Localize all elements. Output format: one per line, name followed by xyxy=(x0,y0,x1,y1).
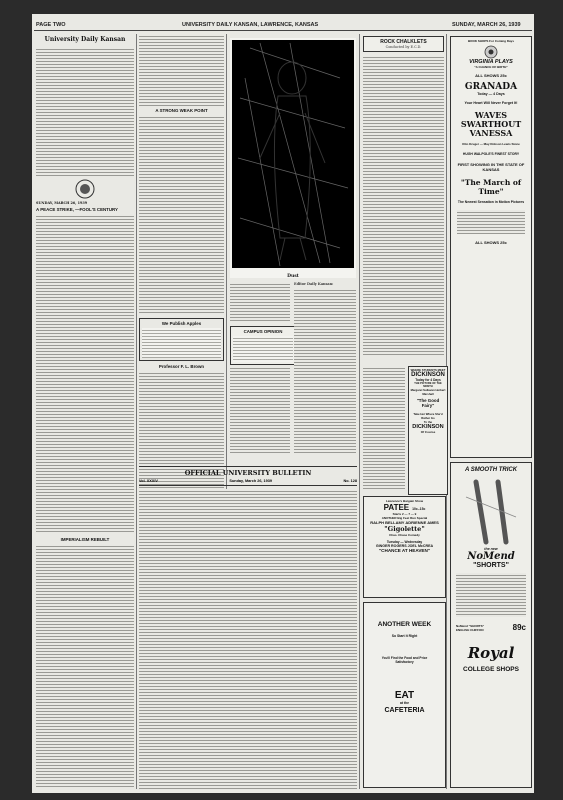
nomend-ad xyxy=(450,462,532,788)
bulletin-title: OFFICIAL UNIVERSITY BULLETIN xyxy=(184,469,312,477)
campus-opinion-editor: Editor Daily Kansan: xyxy=(294,282,334,286)
masthead-date: SUNDAY, MARCH 26, 1939 xyxy=(36,201,88,205)
dickinson-to: To the xyxy=(423,420,433,424)
royal-wordmark: Royal xyxy=(467,644,515,662)
campus-opinion-title: CAMPUS OPINION xyxy=(243,329,283,334)
bulletin-notices xyxy=(139,489,357,789)
patee-price: 10c–15c xyxy=(412,507,426,511)
patee-tagline: Lawrence's Bargain Show xyxy=(385,499,424,503)
editorial-column xyxy=(36,34,134,789)
cafeteria-at: at the xyxy=(399,701,410,705)
rock-chalklets xyxy=(363,36,444,361)
issue-date: SUNDAY, MARCH 26, 1939 xyxy=(452,22,521,28)
rock-chalklets-body xyxy=(363,55,444,355)
page-number: PAGE TWO xyxy=(36,22,66,28)
legs-illustration xyxy=(456,477,526,547)
patee-name: PATEE xyxy=(383,503,410,512)
official-bulletin xyxy=(139,466,357,786)
virginia-plays: VIRGINIA PLAYS xyxy=(469,59,513,65)
patee-showtimes: Starts 2 — 7 — 9 xyxy=(392,512,417,516)
cafeteria-eat: EAT xyxy=(394,690,415,701)
campus-opinion-box xyxy=(230,326,296,365)
patee-added: Chas. Chase Comedy xyxy=(389,533,420,537)
walpole-story: HUGH WALPOLE'S FINEST STORY xyxy=(462,152,520,156)
professor-byline: Professor F. L. Brown xyxy=(158,364,205,369)
shorts-footnote: NoMend "SHORTS" ENGLISH CHIFFON xyxy=(456,623,485,632)
first-showing: FIRST SHOWING IN THE STATE OF KANSAS xyxy=(457,162,525,172)
header-rule xyxy=(34,30,532,31)
granada-tagline: Your Heart Will Never Forget It! xyxy=(464,101,518,105)
book-shops: BOOK SHOPS For Coming Days xyxy=(467,39,514,43)
shorts-price: 89c xyxy=(512,623,526,632)
cartoon-caption: Dust xyxy=(287,274,299,279)
dickinson-stars: Margaret Sullavan Herbert Marshall xyxy=(410,388,446,396)
granada-days: Today — 4 Days xyxy=(477,92,505,96)
dickinson-slogan: Take Her Where She'd Rather Go xyxy=(413,412,443,420)
rock-chalklets-continued xyxy=(363,366,405,491)
granada-ad xyxy=(450,36,532,458)
newest-sensation: The Newest Sensation in Motion Pictures xyxy=(457,200,525,204)
patee-stars-2: GINGER ROGERS JOEL McCREA xyxy=(375,544,434,548)
patee-actors: RALPH BELLAMY ADRIENNE AMES xyxy=(370,520,439,525)
masthead-seal xyxy=(36,177,134,201)
dickinson-picture: THE PICTURE OF THE MONTH xyxy=(414,382,442,388)
campus-opinion xyxy=(230,282,356,462)
college-shops: COLLEGE SHOPS xyxy=(463,666,519,673)
march-of-time: "The March of Time" xyxy=(460,178,522,196)
shorts-body xyxy=(456,573,526,617)
granada-title: GRANADA xyxy=(464,82,518,92)
apples-box xyxy=(139,318,224,361)
cafeteria-food: You'll Find the Food and Price Satisfactory xyxy=(381,656,428,664)
dickinson-course: Of Course xyxy=(420,430,436,434)
smooth-trick: A SMOOTH TRICK xyxy=(464,467,518,473)
rock-chalklets-title: ROCK CHALKLETS xyxy=(380,39,427,45)
editorial-body-peace xyxy=(36,214,134,534)
campus-opinion-letter xyxy=(294,288,356,454)
editorial-headline-peace: A PEACE STRIKE, —FOOL'S CENTURY xyxy=(36,207,118,213)
patee-special: ANOTHER Big Feet Run Special xyxy=(381,516,428,520)
dickinson-name-2: DICKINSON xyxy=(412,424,444,430)
cafeteria-name: CAFETERIA xyxy=(384,707,425,714)
all-shows-top: ALL SHOWS 25c xyxy=(475,73,507,78)
page-header xyxy=(32,18,534,30)
shorts-title: "SHORTS" xyxy=(473,562,509,569)
chance-of-birth: "A CHANCE OF BIRTH" xyxy=(474,65,508,69)
nomend-brand: NoMend xyxy=(467,551,515,562)
bulletin-volume: Vol. XXXIV xyxy=(139,479,158,483)
editorial-body-weak-point xyxy=(139,115,224,315)
patee-film-2: "CHANCE AT HEAVEN" xyxy=(379,548,430,553)
editorial-body-imperialism xyxy=(36,544,134,789)
patee-ad xyxy=(363,496,446,598)
cafeteria-week: ANOTHER WEEK xyxy=(377,621,432,628)
cartoon-drawing xyxy=(230,38,356,270)
dickinson-tagline: WHERE STUDENTS MEET xyxy=(410,368,446,372)
bulletin-masthead xyxy=(139,466,357,486)
apples-headline: We Publish Apples xyxy=(161,321,202,326)
kansas-seal-icon xyxy=(73,178,97,200)
editorial-body-continued xyxy=(139,34,224,106)
newspaper-page xyxy=(32,14,534,793)
granada-feature: WAVES SWARTHOUT VANESSA xyxy=(460,110,522,138)
bulletin-date: Sunday, March 26, 1939 xyxy=(229,479,272,483)
dickinson-days: Today for 4 Days xyxy=(415,378,441,382)
paper-title: UNIVERSITY DAILY KANSAN, LAWRENCE, KANSAS xyxy=(182,22,319,28)
dickinson-film: "The Good Fairy" xyxy=(416,398,440,408)
dickinson-name: DICKINSON xyxy=(411,372,445,378)
editorial-headline-weak-point: A STRONG WEAK POINT xyxy=(155,108,208,113)
staff-listing xyxy=(36,47,134,177)
patee-wed: Tuesday — Wednesday xyxy=(386,540,423,544)
editorial-cartoon xyxy=(230,38,356,278)
rock-chalklets-byline: Conducted by E.C.D. xyxy=(385,45,422,49)
cafeteria-start: So Start It Right xyxy=(391,634,418,638)
all-shows-bottom: ALL SHOWS 25c xyxy=(475,240,507,245)
masthead-title: University Daily Kansan xyxy=(44,36,126,43)
bulletin-number: No. 128 xyxy=(343,479,357,483)
patee-film: "Gigolette" xyxy=(384,525,425,533)
sunflower-logo-icon xyxy=(484,45,498,59)
dickinson-ad xyxy=(408,366,448,495)
cafeteria-ad xyxy=(363,602,446,788)
editorial-headline-imperialism: IMPERIALISM REBUILT xyxy=(60,537,110,543)
granada-cast: Otto Kruger — May Robson Lewis Stone xyxy=(462,142,520,146)
the-new: the new xyxy=(484,547,498,551)
